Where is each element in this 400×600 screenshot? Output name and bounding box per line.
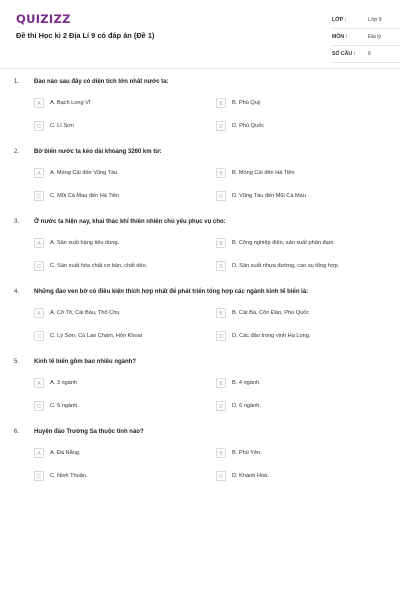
option-text: B. 4 ngành. — [232, 380, 261, 386]
quizizz-logo: QUIZIZZ — [16, 12, 71, 26]
option-text: B. Công nghiệp điện, sản xuất phân đạm. — [232, 240, 335, 246]
question-text: Huyện đảo Trường Sa thuộc tỉnh nào? — [34, 429, 144, 435]
option-letter-box: D — [216, 191, 226, 201]
option-letter-box: A — [34, 168, 44, 178]
option-letter-box: D — [216, 401, 226, 411]
option-text: C. Sản xuất hóa chất cơ bản, chất dẻo. — [50, 263, 148, 269]
option-text: D. Khánh Hoà. — [232, 473, 269, 479]
meta-label: LỚP : — [332, 17, 347, 23]
meta-label: SỐ CÂU : — [332, 51, 356, 57]
option-letter-box: C — [34, 331, 44, 341]
meta-value: Lớp 9 — [368, 17, 382, 23]
question-text: Những đảo ven bờ có điều kiện thích hợp nhất để phát triển tổng hợp các ngành kinh tế biển là: — [34, 289, 309, 295]
question-number: 1. — [14, 79, 20, 85]
option-text: D. Các đảo trong vịnh Hạ Long. — [232, 333, 311, 339]
option-text: A. Đà Nẵng. — [50, 450, 81, 456]
option-letter-box: D — [216, 261, 226, 271]
option-text: A. Bạch Long Vĩ — [50, 100, 91, 106]
option-text: D. Vũng Tàu đến Mũi Cà Mau — [232, 193, 306, 199]
option-text: C. 5 ngành. — [50, 403, 79, 409]
option-letter-box: D — [216, 331, 226, 341]
option-letter-box: A — [34, 378, 44, 388]
meta-info — [332, 12, 400, 57]
option-letter-box: B — [216, 308, 226, 318]
option-text: D. Sản xuất nhựa đường, cao su tổng hợp. — [232, 263, 340, 269]
option-text: A. 3 ngành — [50, 380, 78, 386]
option-text: A. Sản xuất hàng tiêu dùng. — [50, 240, 120, 246]
option-letter-box: C — [34, 471, 44, 481]
meta-value: Địa lý — [368, 34, 381, 40]
option-letter-box: A — [34, 448, 44, 458]
option-letter-box: C — [34, 121, 44, 131]
option-letter-box: B — [216, 238, 226, 248]
option-letter-box: C — [34, 261, 44, 271]
option-letter-box: D — [216, 471, 226, 481]
option-letter-box: B — [216, 378, 226, 388]
question-text: Ở nước ta hiện nay, khai thác khí thiên nhiên chủ yếu phục vụ cho: — [34, 219, 226, 225]
option-letter-box: C — [34, 191, 44, 201]
option-letter-box: B — [216, 168, 226, 178]
question-text: Bờ biển nước ta kéo dài khoảng 3260 km từ: — [34, 149, 162, 155]
option-letter-box: B — [216, 98, 226, 108]
option-text: D. Phú Quốc — [232, 123, 265, 129]
option-letter-box: C — [34, 401, 44, 411]
option-text: B. Phú Yên. — [232, 450, 262, 456]
question-number: 2. — [14, 149, 20, 155]
option-letter-box: A — [34, 98, 44, 108]
question-number: 6. — [14, 429, 20, 435]
option-text: C. Mũi Cà Mau đến Hà Tiên — [50, 193, 120, 199]
document-title: Đề thi Học kì 2 Địa Lí 9 có đáp án (Đề 1) — [16, 31, 155, 40]
option-text: A. Cô Tô, Cái Bầu, Thổ Chu — [50, 310, 120, 316]
option-letter-box: A — [34, 238, 44, 248]
option-text: B. Cát Bà, Côn Đảo, Phú Quốc — [232, 310, 310, 316]
question-text: Kinh tế biển gồm bao nhiêu ngành? — [34, 359, 136, 365]
question-number: 5. — [14, 359, 20, 365]
meta-label: MÔN : — [332, 34, 348, 40]
meta-row-subject — [332, 31, 400, 46]
option-letter-box: B — [216, 448, 226, 458]
option-text: B. Móng Cái đến Hà Tiên — [232, 170, 295, 176]
option-letter-box: A — [34, 308, 44, 318]
option-text: C. Lí Sơn — [50, 123, 74, 129]
option-text: C. Ninh Thuận. — [50, 473, 88, 479]
header — [16, 12, 384, 62]
question-number: 3. — [14, 219, 20, 225]
meta-row-count — [332, 48, 400, 63]
option-text: A. Móng Cái đến Vũng Tàu — [50, 170, 118, 176]
meta-row-class — [332, 14, 400, 29]
option-text: B. Phú Quý — [232, 100, 261, 106]
question-text: Đảo nào sau đây có diện tích lớn nhất nước ta: — [34, 79, 169, 85]
option-text: D. 6 ngành. — [232, 403, 261, 409]
option-text: C. Lý Sơn, Cù Lao Chàm, Hòn Khoai — [50, 333, 142, 339]
header-divider — [0, 68, 400, 69]
option-letter-box: D — [216, 121, 226, 131]
meta-value: 6 — [368, 51, 371, 57]
question-number: 4. — [14, 289, 20, 295]
